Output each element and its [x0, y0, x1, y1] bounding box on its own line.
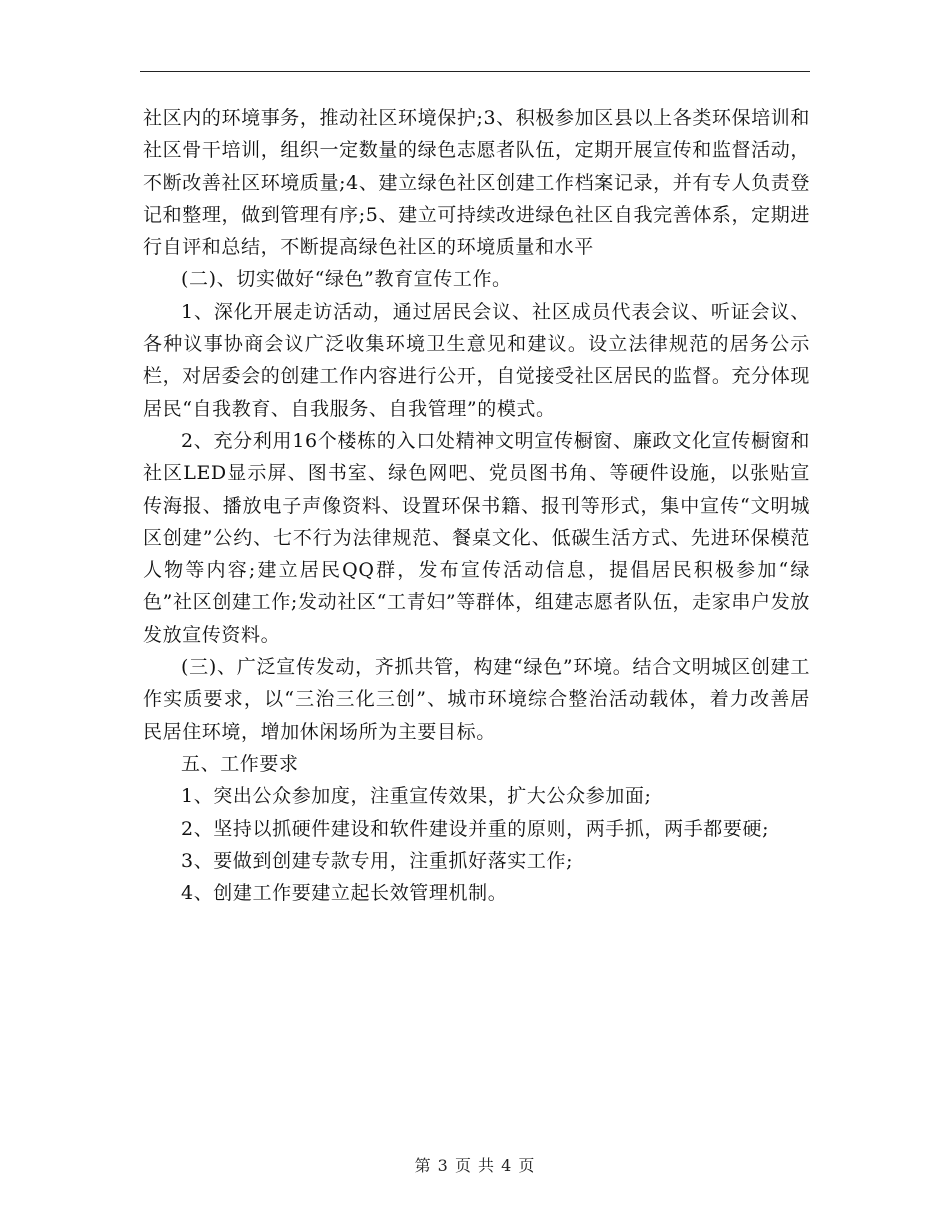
- requirement-item-2: 2、坚持以抓硬件建设和软件建设并重的原则，两手抓，两手都要硬;: [181, 817, 770, 840]
- header-rule: [140, 71, 810, 72]
- page-number-footer: 第 3 页 共 4 页: [414, 1156, 536, 1175]
- section-heading-2: (二)、切实做好“绿色”教育宣传工作。: [181, 268, 512, 291]
- paragraph-item-1: 1、深化开展走访活动，通过居民会议、社区成员代表会议、听证会议、各种议事协商会议广泛收集环境卫生意见和建议。设立法律规范的居务公示栏，对居委会的创建工作内容进行公开，自觉接受社区居民的监督。充分体现居民“自我教育、自我服务、自我管理”的模式。: [143, 300, 810, 420]
- requirement-item-4: 4、创建工作要建立起长效管理机制。: [181, 882, 508, 905]
- section-heading-5: 五、工作要求: [181, 752, 299, 775]
- paragraph-continuation: 社区内的环境事务，推动社区环境保护;3、积极参加区县以上各类环保培训和社区骨干培训，组织一定数量的绿色志愿者队伍，定期开展宣传和监督活动，不断改善社区环境质量;4、建立绿色社区创建工作档案记录，并有专人负责登记和整理，做到管理有序;5、建立可持续改进绿色社区自我完善体系，定期进行自评和总结，不断提高绿色社区的环境质量和水平: [143, 107, 810, 259]
- requirement-item-3: 3、要做到创建专款专用，注重抓好落实工作;: [181, 849, 574, 872]
- paragraph-item-2: 2、充分利用16个楼栋的入口处精神文明宣传橱窗、廉政文化宣传橱窗和社区LED显示屏、图书室、绿色网吧、党员图书角、等硬件设施，以张贴宣传海报、播放电子声像资料、设置环保书籍、报刊等形式，集中宣传“文明城区创建”公约、七不行为法律规范、餐桌文化、低碳生活方式、先进环保模范人物等内容;建立居民QQ群，发布宣传活动信息，提倡居民积极参加“绿色”社区创建工作;发动社区“工青妇”等群体，组建志愿者队伍，走家串户发放发放宣传资料。: [143, 429, 810, 646]
- section-heading-3: (三)、广泛宣传发动，齐抓共管，构建“绿色”环境。结合文明城区创建工作实质要求，以“三治三化三创”、城市环境综合整治活动载体，着力改善居民居住环境，增加休闲场所为主要目标。: [143, 656, 810, 743]
- document-body: [143, 102, 810, 909]
- requirement-item-1: 1、突出公众参加度，注重宣传效果，扩大公众参加面;: [181, 785, 652, 808]
